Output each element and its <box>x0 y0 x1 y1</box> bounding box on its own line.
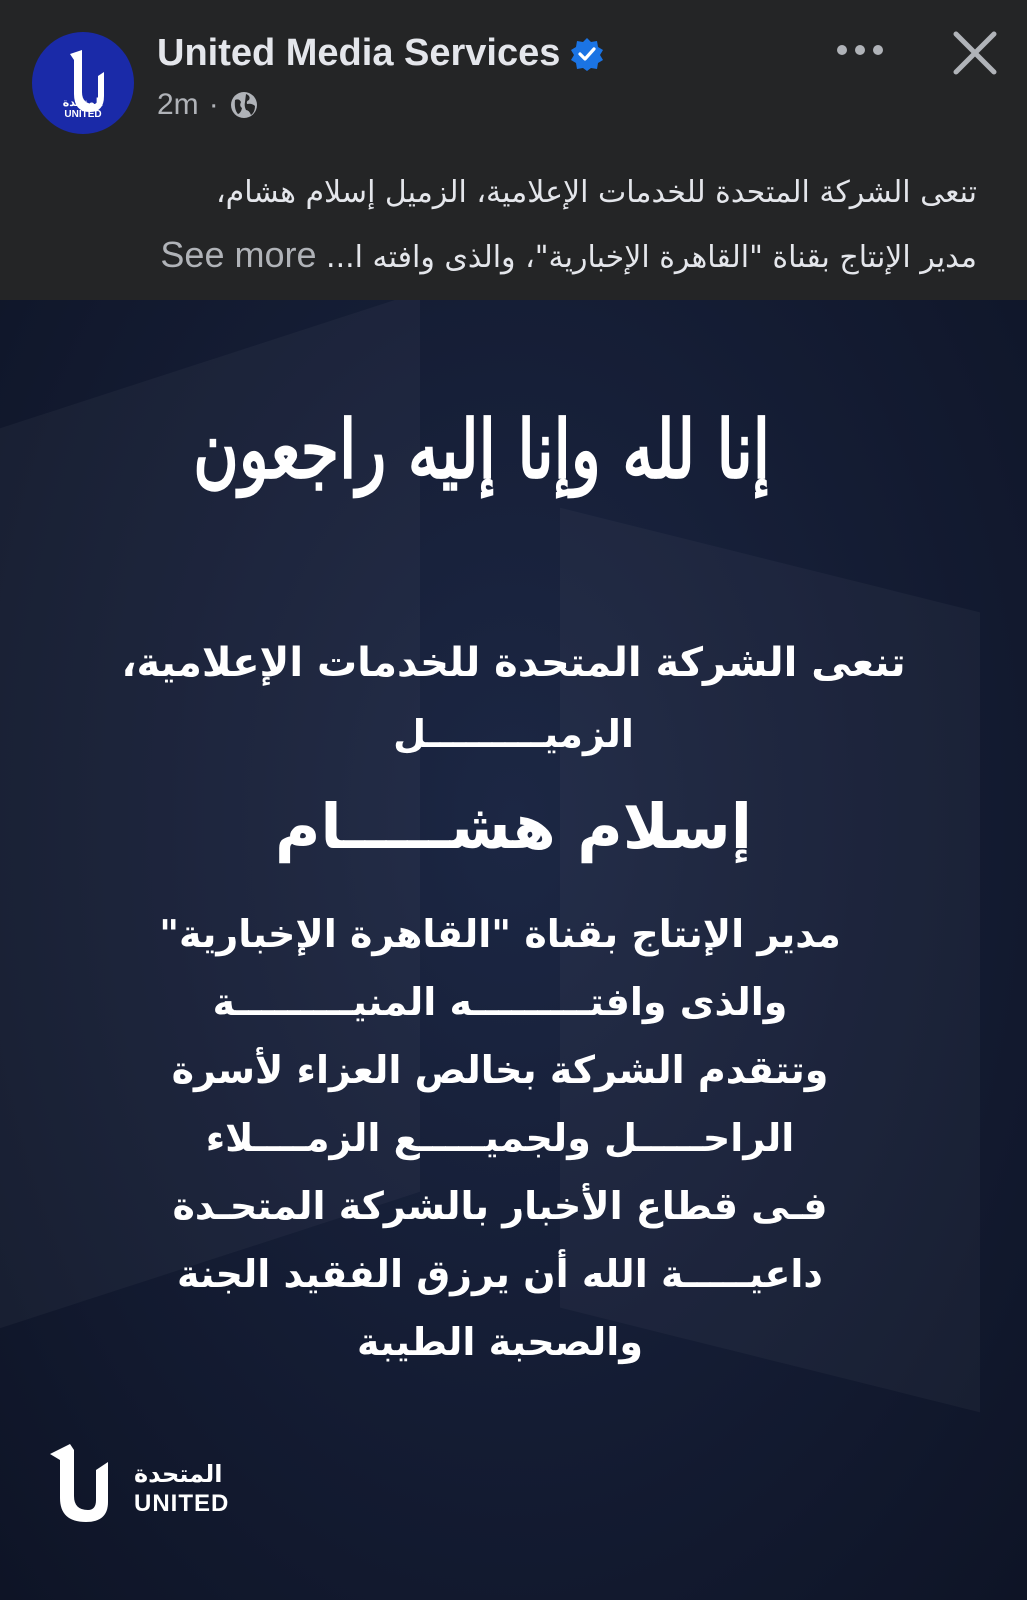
avatar-logo-en: UNITED <box>64 109 102 120</box>
united-logo-icon <box>48 1440 123 1525</box>
caption-line-2 <box>27 224 977 289</box>
see-more-link[interactable]: See more <box>160 234 317 275</box>
condolence-body <box>150 900 850 1376</box>
caption-line-2-text: مدير الإنتاج بقناة "القاهرة الإخبارية"، والذى وافته ا... <box>326 240 977 275</box>
page-name-link[interactable] <box>157 32 604 75</box>
post-image[interactable] <box>0 300 1027 1600</box>
body-line: مدير الإنتاج بقناة "القاهرة الإخبارية" <box>159 912 841 956</box>
avatar-logo-ar: المتحدة <box>62 96 104 109</box>
deceased-name: إسلام هشـــــام <box>274 790 753 863</box>
caption-line-1: تنعى الشركة المتحدة للخدمات الإعلامية، الزميل إسلام هشام، <box>215 175 977 210</box>
post-caption <box>27 162 977 289</box>
body-line: فـى قطاع الأخبار بالشركة المتحـدة <box>172 1184 828 1228</box>
announcement-line-2: الزميـــــــــل <box>393 712 634 756</box>
verified-badge-icon <box>570 37 604 71</box>
logo-text-ar: المتحدة <box>134 1460 223 1488</box>
page-name[interactable]: United Media Services <box>157 32 561 74</box>
announcement-line-1: تنعى الشركة المتحدة للخدمات الإعلامية، <box>121 640 906 686</box>
body-line: الراحـــــل ولجميـــــع الزمــــلاء <box>205 1116 795 1160</box>
page-avatar[interactable] <box>32 32 134 134</box>
globe-icon <box>229 90 259 120</box>
body-line: وتتقدم الشركة بخالص العزاء لأسرة <box>171 1048 829 1092</box>
body-line: والصحبة الطيبة <box>357 1320 643 1364</box>
body-line: داعيـــــة الله أن يرزق الفقيد الجنة <box>177 1252 823 1296</box>
body-line: والذى وافتـــــــــه المنيـــــــــة <box>212 980 788 1024</box>
post-header <box>0 0 1027 300</box>
more-options-icon <box>835 44 885 56</box>
post-time[interactable]: 2m <box>157 88 199 121</box>
post-meta <box>157 88 259 122</box>
meta-separator: · <box>208 88 219 121</box>
more-options-button[interactable] <box>830 30 890 70</box>
logo-text-en: UNITED <box>134 1490 230 1517</box>
close-icon <box>950 28 1000 78</box>
close-button[interactable] <box>950 28 1000 78</box>
calligraphy-verse: إنا لله وإنا إليه راجعون <box>193 401 770 497</box>
